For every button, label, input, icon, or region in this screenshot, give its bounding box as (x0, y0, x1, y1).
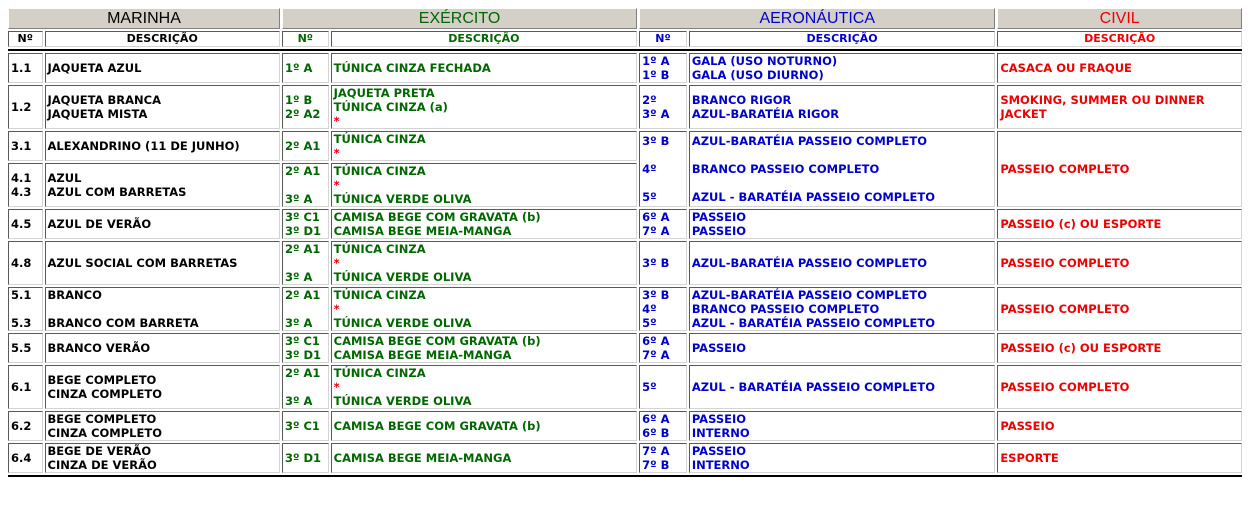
aeronautica-desc-line: AZUL-BARATÉIA PASSEIO COMPLETO (691, 134, 928, 148)
aeronautica-num (639, 85, 687, 129)
marinha-num (8, 411, 43, 441)
marinha-num (8, 365, 43, 409)
marinha-num (8, 209, 43, 239)
exercito-num-line: 2º A1 (284, 139, 321, 153)
marinha-desc (45, 443, 280, 473)
table-row (8, 333, 1242, 363)
aeronautica-num (639, 287, 687, 331)
exercito-num (282, 443, 329, 473)
header-separator (8, 49, 1242, 51)
aeronautica-desc (689, 85, 996, 129)
marinha-num-line: 4.8 (11, 256, 32, 270)
exercito-num (282, 287, 329, 331)
separator-bar (8, 49, 1242, 51)
marinha-desc-line: ALEXANDRINO (11 DE JUNHO) (47, 139, 240, 153)
exercito-desc-line: TÚNICA CINZA (333, 366, 426, 380)
aeronautica-desc-line: AZUL-BARATÉIA PASSEIO COMPLETO (691, 256, 928, 270)
exercito-desc-line: TÚNICA CINZA (a) (333, 100, 448, 114)
marinha-desc-line: BRANCO (47, 288, 102, 302)
exercito-desc-line: * (333, 178, 340, 192)
exercito-desc-line: CAMISA BEGE COM GRAVATA (b) (333, 419, 541, 433)
aeronautica-desc (689, 443, 996, 473)
aeronautica-num (639, 333, 687, 363)
aeronautica-num-line: 7º A (642, 348, 670, 362)
exercito-num (282, 85, 329, 129)
exercito-num (282, 53, 329, 83)
exercito-num (282, 163, 329, 207)
marinha-num (8, 85, 43, 129)
exercito-desc-line: * (333, 114, 340, 128)
exercito-desc-line: * (333, 146, 340, 160)
exercito-num-line (285, 256, 326, 270)
civil-desc (997, 333, 1242, 363)
aeronautica-desc (689, 241, 996, 285)
aeronautica-num (639, 411, 687, 441)
aeronautica-desc (689, 365, 996, 409)
marinha-num-line: 6.4 (11, 451, 32, 465)
aeronautica-num-line: 6º B (642, 426, 670, 440)
marinha-num-line: 4.1 (11, 171, 32, 185)
marinha-num (8, 333, 43, 363)
marinha-desc-line (48, 302, 277, 316)
marinha-desc (45, 163, 280, 207)
marinha-desc-line: JAQUETA BRANCA (47, 93, 161, 107)
exercito-desc (331, 53, 638, 83)
header-exercito-desc: DESCRIÇÃO (331, 31, 638, 47)
aeronautica-desc-line: GALA (USO NOTURNO) (691, 54, 838, 68)
exercito-num (282, 241, 329, 285)
exercito-desc-line: CAMISA BEGE MEIA-MANGA (333, 451, 512, 465)
exercito-desc (331, 85, 638, 129)
aeronautica-desc-line (692, 176, 993, 190)
exercito-desc (331, 333, 638, 363)
civil-desc-line: CASACA OU FRAQUE (1000, 61, 1132, 75)
table-row (8, 411, 1242, 441)
marinha-num-line: 5.1 (11, 288, 32, 302)
marinha-desc-line: BEGE COMPLETO (47, 373, 157, 387)
exercito-num-line (285, 178, 326, 192)
marinha-desc (45, 411, 280, 441)
marinha-desc (45, 209, 280, 239)
exercito-desc-line: CAMISA BEGE MEIA-MANGA (333, 348, 512, 362)
marinha-desc-line: JAQUETA MISTA (47, 107, 148, 121)
header-exercito-num: Nº (282, 31, 329, 47)
aeronautica-desc-line: AZUL-BARATÉIA RIGOR (691, 107, 840, 121)
civil-desc-line: ESPORTE (1000, 451, 1059, 465)
aeronautica-desc-line: AZUL - BARATÉIA PASSEIO COMPLETO (691, 380, 936, 394)
civil-desc (997, 209, 1242, 239)
aeronautica-num-line: 3º B (642, 288, 670, 302)
aeronautica-desc (689, 287, 996, 331)
aeronautica-desc (689, 209, 996, 239)
exercito-num-line: 3º D1 (284, 348, 321, 362)
exercito-num-line: 1º A (284, 61, 313, 75)
aeronautica-num-line: 5º (642, 316, 657, 330)
marinha-desc-line: BEGE DE VERÃO (47, 444, 152, 458)
aeronautica-num-line (642, 148, 684, 162)
aeronautica-num (639, 209, 687, 239)
aeronautica-desc (689, 411, 996, 441)
exercito-num-line: 3º D1 (284, 451, 321, 465)
aeronautica-num-line (642, 176, 684, 190)
marinha-num-line: 6.2 (11, 419, 32, 433)
marinha-desc (45, 333, 280, 363)
aeronautica-desc-line: PASSEIO (691, 224, 747, 238)
header-exercito: EXÉRCITO (282, 8, 637, 29)
exercito-num-line (285, 302, 326, 316)
civil-desc (997, 53, 1242, 83)
exercito-desc (331, 365, 638, 409)
aeronautica-desc-line: BRANCO PASSEIO COMPLETO (691, 302, 880, 316)
aeronautica-desc-line: AZUL-BARATÉIA PASSEIO COMPLETO (691, 288, 928, 302)
marinha-num (8, 163, 43, 207)
marinha-num-line: 3.1 (11, 139, 32, 153)
aeronautica-num (639, 241, 687, 285)
exercito-num-line: 3º D1 (284, 224, 321, 238)
exercito-num-line: 2º A1 (284, 242, 321, 256)
exercito-num-line: 3º C1 (284, 334, 320, 348)
aeronautica-num-line: 6º A (642, 210, 670, 224)
marinha-desc-line: CINZA COMPLETO (47, 387, 162, 401)
header-marinha-desc: DESCRIÇÃO (45, 31, 280, 47)
marinha-num-line (11, 302, 40, 316)
aeronautica-num-line: 7º A (642, 444, 670, 458)
civil-desc (997, 411, 1242, 441)
header-marinha-num: Nº (8, 31, 43, 47)
marinha-desc-line: BEGE COMPLETO (47, 412, 157, 426)
aeronautica-desc-line: AZUL - BARATÉIA PASSEIO COMPLETO (691, 316, 936, 330)
aeronautica-num-line: 5º (642, 190, 657, 204)
civil-desc-line: JACKET (1000, 107, 1047, 121)
civil-desc (997, 85, 1242, 129)
exercito-num-line: 3º A (284, 270, 313, 284)
civil-desc-line: SMOKING, SUMMER OU DINNER (1000, 93, 1205, 107)
exercito-num-line: 2º A1 (284, 288, 321, 302)
marinha-desc (45, 53, 280, 83)
aeronautica-num (639, 131, 687, 207)
civil-desc-line: PASSEIO (1000, 419, 1055, 433)
aeronautica-num-line: 3º B (642, 134, 670, 148)
exercito-desc (331, 209, 638, 239)
marinha-num-line: 5.3 (11, 316, 32, 330)
civil-desc (997, 241, 1242, 285)
aeronautica-num-line: 4º (642, 302, 657, 316)
exercito-desc-line: TÚNICA VERDE OLIVA (333, 192, 472, 206)
header-civil: CIVIL (997, 8, 1242, 29)
exercito-desc-line: CAMISA BEGE COM GRAVATA (b) (333, 210, 541, 224)
exercito-desc-line: TÚNICA CINZA (333, 164, 426, 178)
aeronautica-num (639, 365, 687, 409)
marinha-num-line: 4.5 (11, 217, 32, 231)
header-aeronautica: AERONÁUTICA (639, 8, 995, 29)
aeronautica-desc-line: AZUL - BARATÉIA PASSEIO COMPLETO (691, 190, 936, 204)
civil-desc (997, 131, 1242, 207)
marinha-num-line: 1.1 (11, 61, 32, 75)
civil-desc-line: PASSEIO (c) OU ESPORTE (1000, 341, 1162, 355)
table-row (8, 365, 1242, 409)
column-header-row (8, 31, 1242, 47)
aeronautica-desc-line (692, 148, 993, 162)
civil-desc (997, 365, 1242, 409)
marinha-desc (45, 241, 280, 285)
exercito-num-line: 2º A1 (284, 366, 321, 380)
exercito-desc-line: TÚNICA VERDE OLIVA (333, 316, 472, 330)
marinha-desc-line: CINZA COMPLETO (47, 426, 162, 440)
aeronautica-desc-line: INTERNO (691, 426, 750, 440)
uniform-equivalence-table (6, 6, 1244, 475)
marinha-num-line: 5.5 (11, 341, 32, 355)
marinha-desc-line: AZUL COM BARRETAS (47, 185, 187, 199)
aeronautica-num-line: 6º A (642, 412, 670, 426)
exercito-num (282, 131, 329, 161)
exercito-desc-line: TÚNICA VERDE OLIVA (333, 394, 472, 408)
exercito-desc (331, 163, 638, 207)
header-aeronautica-desc: DESCRIÇÃO (689, 31, 996, 47)
aeronautica-desc-line: BRANCO RIGOR (691, 93, 792, 107)
header-aeronautica-num: Nº (639, 31, 687, 47)
aeronautica-num-line: 1º A (642, 54, 670, 68)
exercito-num (282, 333, 329, 363)
aeronautica-num (639, 443, 687, 473)
aeronautica-desc-line: PASSEIO (691, 412, 747, 426)
bottom-separator (8, 475, 1242, 477)
aeronautica-num-line: 3º A (642, 107, 670, 121)
exercito-num-line: 3º A (284, 192, 313, 206)
aeronautica-desc-line: PASSEIO (691, 210, 747, 224)
aeronautica-desc-line: PASSEIO (691, 444, 747, 458)
exercito-desc-line: * (333, 380, 340, 394)
exercito-desc (331, 443, 638, 473)
exercito-desc (331, 131, 638, 161)
uniform-equivalence-table-wrap (6, 6, 1244, 477)
aeronautica-num-line: 4º (642, 162, 657, 176)
exercito-desc (331, 241, 638, 285)
exercito-num-line: 3º C1 (284, 210, 320, 224)
marinha-desc-line: AZUL DE VERÃO (47, 217, 152, 231)
exercito-desc (331, 411, 638, 441)
table-row (8, 241, 1242, 285)
exercito-num-line: 3º C1 (284, 419, 320, 433)
marinha-num (8, 241, 43, 285)
aeronautica-desc-line: GALA (USO DIURNO) (691, 68, 824, 82)
aeronautica-desc (689, 333, 996, 363)
aeronautica-num-line: 7º B (642, 458, 670, 472)
marinha-num (8, 443, 43, 473)
table-row (8, 53, 1242, 83)
marinha-desc-line: CINZA DE VERÃO (47, 458, 157, 472)
table-row (8, 209, 1242, 239)
exercito-desc-line: TÚNICA CINZA (333, 288, 426, 302)
aeronautica-num-line: 3º B (642, 256, 670, 270)
marinha-num (8, 53, 43, 83)
branch-header-row (8, 8, 1242, 29)
marinha-desc (45, 365, 280, 409)
exercito-num-line: 3º A (284, 394, 313, 408)
marinha-desc-line: AZUL SOCIAL COM BARRETAS (47, 256, 238, 270)
aeronautica-desc (689, 131, 996, 207)
civil-desc-line: PASSEIO COMPLETO (1000, 162, 1130, 176)
exercito-desc-line: CAMISA BEGE MEIA-MANGA (333, 224, 512, 238)
exercito-desc-line: CAMISA BEGE COM GRAVATA (b) (333, 334, 541, 348)
table-row (8, 443, 1242, 473)
exercito-num (282, 411, 329, 441)
table-row (8, 131, 1242, 161)
aeronautica-num-line: 5º (642, 380, 657, 394)
exercito-num (282, 365, 329, 409)
header-civil-desc: DESCRIÇÃO (997, 31, 1242, 47)
marinha-num (8, 287, 43, 331)
aeronautica-num-line: 7º A (642, 224, 670, 238)
aeronautica-desc-line: INTERNO (691, 458, 750, 472)
civil-desc (997, 443, 1242, 473)
aeronautica-num-line: 2º (642, 93, 657, 107)
aeronautica-desc-line: PASSEIO (691, 341, 747, 355)
aeronautica-num-line: 6º A (642, 334, 670, 348)
exercito-desc-line: * (333, 256, 340, 270)
header-marinha: MARINHA (8, 8, 280, 29)
marinha-num-line: 6.1 (11, 380, 32, 394)
civil-desc-line: PASSEIO COMPLETO (1000, 302, 1130, 316)
exercito-desc-line: * (333, 302, 340, 316)
civil-desc-line: PASSEIO COMPLETO (1000, 256, 1130, 270)
exercito-desc (331, 287, 638, 331)
civil-desc-line: PASSEIO COMPLETO (1000, 380, 1130, 394)
marinha-desc (45, 131, 280, 161)
table-row (8, 287, 1242, 331)
civil-desc-line: PASSEIO (c) OU ESPORTE (1000, 217, 1162, 231)
exercito-num-line: 1º B (284, 93, 313, 107)
aeronautica-num-line: 1º B (642, 68, 670, 82)
marinha-desc-line: BRANCO COM BARRETA (47, 316, 199, 330)
civil-desc (997, 287, 1242, 331)
exercito-num-line: 2º A2 (284, 107, 321, 121)
exercito-desc-line: TÚNICA VERDE OLIVA (333, 270, 472, 284)
marinha-desc-line: AZUL (47, 171, 82, 185)
aeronautica-desc (689, 53, 996, 83)
marinha-num-line: 1.2 (11, 100, 32, 114)
marinha-desc (45, 287, 280, 331)
exercito-desc-line: TÚNICA CINZA (333, 242, 426, 256)
exercito-num-line (285, 380, 326, 394)
marinha-desc-line: BRANCO VERÃO (47, 341, 151, 355)
exercito-num (282, 209, 329, 239)
aeronautica-num (639, 53, 687, 83)
marinha-desc-line: JAQUETA AZUL (47, 61, 142, 75)
table-row (8, 85, 1242, 129)
exercito-desc-line: TÚNICA CINZA (333, 132, 426, 146)
exercito-num-line: 3º A (284, 316, 313, 330)
marinha-desc (45, 85, 280, 129)
exercito-desc-line: JAQUETA PRETA (333, 86, 435, 100)
marinha-num (8, 131, 43, 161)
marinha-num-line: 4.3 (11, 185, 32, 199)
exercito-num-line: 2º A1 (284, 164, 321, 178)
exercito-desc-line: TÚNICA CINZA FECHADA (333, 61, 491, 75)
aeronautica-desc-line: BRANCO PASSEIO COMPLETO (691, 162, 880, 176)
